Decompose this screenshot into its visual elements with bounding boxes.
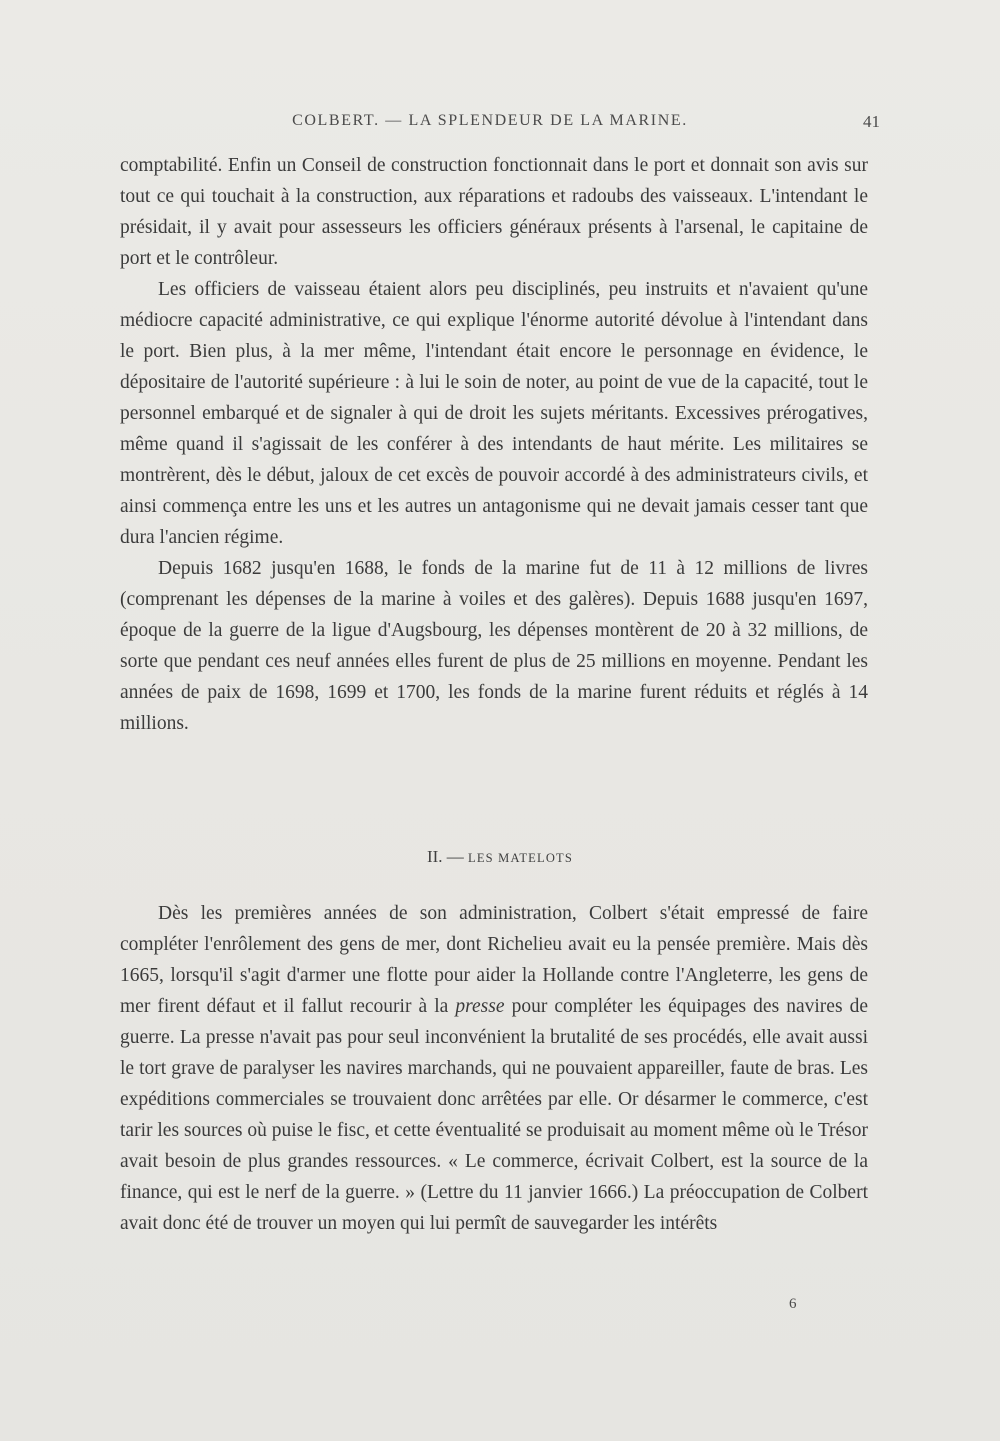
section-number: II. — [426, 847, 464, 866]
section-heading [120, 847, 880, 867]
paragraph-funds: Depuis 1682 jusqu'en 1688, le fonds de la marine fut de 11 à 12 millions de livres (comprenant les dépenses de la marine à voiles et des galères). Depuis 1688 jusqu'en 1697, époque de la guerre de la ligue d'Augsbourg, les dépenses montèrent de 20 à 32 millions, de sorte que pendant ces neuf années elles furent de plus de 25 millions en moyenne. Pendant les années de paix de 1698, 1699 et 1700, les fonds de la marine furent réduits et réglés à 14 millions. [120, 558, 868, 734]
running-title: COLBERT. — LA SPLENDEUR DE LA MARINE. [292, 112, 688, 129]
italic-term: presse [455, 996, 505, 1017]
page-number: 41 [863, 112, 880, 131]
paragraph-sailors-part-1: Dès les premières années de son administration, Colbert s'était empressé de faire compléter l'enrôlement des gens de mer, dont Richelieu avait eu la pensée première. Mais dès 1665, lorsqu'il s'agit d'armer une flotte pour aider la Hollande contre l'Angleterre, les gens de mer firent défaut et il fallut recourir à la [120, 903, 868, 1017]
section-title: LES MATELOTS [468, 851, 574, 865]
signature-mark: 6 [789, 1296, 797, 1312]
running-head [120, 112, 880, 136]
paragraph-sailors-part-2: pour compléter les équipages des navires de guerre. La presse n'avait pas pour seul inconvénient la brutalité de ses procédés, elle avait aussi le tort grave de paralyser les navires marchands, qui ne pouvaient appareiller, faute de bras. Les expéditions commerciales se trouvaient donc arrêtées par elle. Or désarmer le commerce, c'est tarir les sources où puise le fisc, et cette éventualité se produisait au moment même où le Trésor avait besoin de plus grandes ressources. « Le commerce, écrivait Colbert, est la source de la finance, qui est le nerf de la guerre. » (Lettre du 11 janvier 1666.) La préoccupation de Colbert avait donc été de trouver un moyen qui lui permît de sauvegarder les intérêts [120, 996, 869, 1234]
paragraph-officers: Les officiers de vaisseau étaient alors peu disciplinés, peu instruits et n'avaient qu'une médiocre capacité administrative, ce qui explique l'énorme autorité dévolue à l'intendant dans le port. Bien plus, à la mer même, l'intendant était encore le personnage en évidence, le dépositaire de l'autorité supérieure : à lui le soin de noter, au point de vue de la capacité, tout le personnel embarqué et de signaler à qui de droit les sujets méritants. Excessives prérogatives, même quand il s'agissait de les conférer à des intendants de haut mérite. Les militaires se montrèrent, dès le début, jaloux de cet excès de pouvoir accordé à des administrateurs civils, et ainsi commença entre les uns et les autres un antagonisme qui ne devait jamais cesser tant que dura l'ancien régime. [120, 279, 868, 548]
body-text-after-section [120, 898, 868, 1239]
paragraph-continued: comptabilité. Enfin un Conseil de construction fonctionnait dans le port et donnait son avis sur tout ce qui touchait à la construction, aux réparations et radoubs des vaisseaux. L'intendant le présidait, il y avait pour assesseurs les officiers généraux présents à l'arsenal, le capitaine de port et le contrôleur. [120, 155, 868, 269]
body-text-before-section [120, 150, 868, 739]
paragraph-sailors [120, 898, 868, 1239]
